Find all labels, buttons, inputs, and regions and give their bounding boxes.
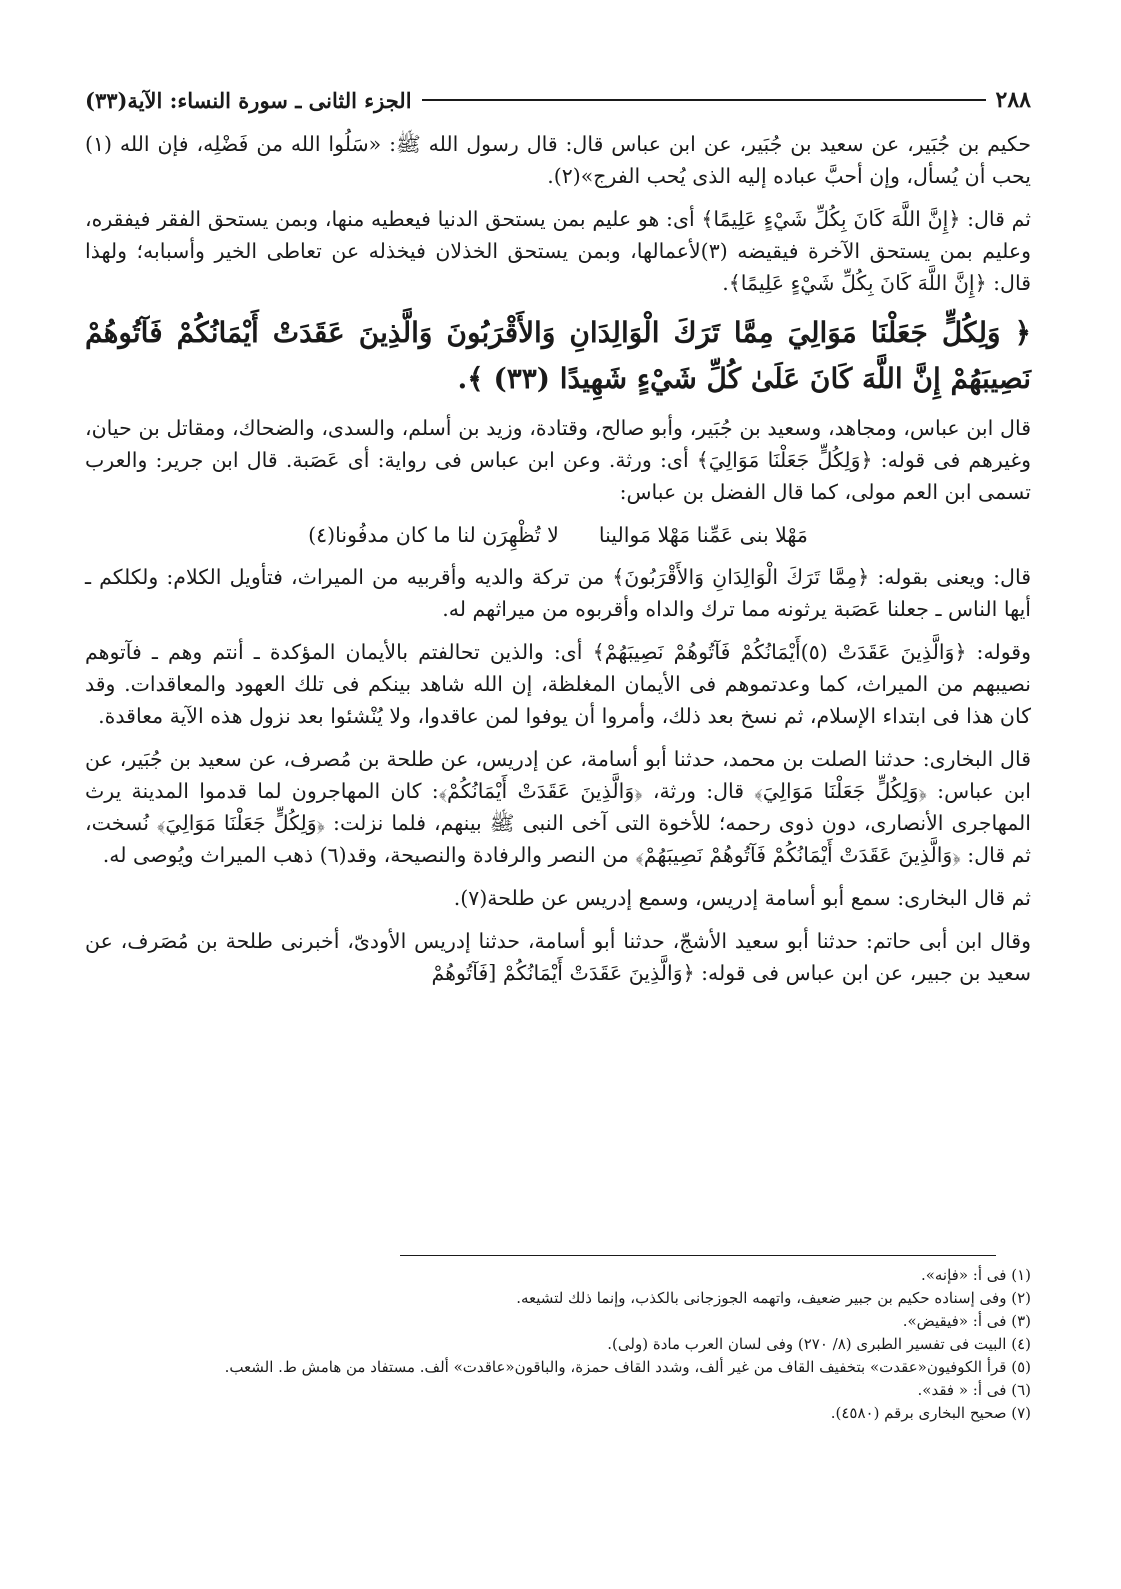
paragraph: قال ابن عباس، ومجاهد، وسعيد بن جُبَير، وأبو صالح، وقتادة، وزيد بن أسلم، والسدى، والضحاك، ومقاتل بن حيان، وغيرهم فى قوله: ﴿وَلِكُلٍّ جَعَلْنَا مَوَالِيَ﴾ أى: ورثة. وعن ابن عباس فى رواية: أى عَصَبة. قال ابن جرير: والعرب تسمى ابن العم مولى، كما قال الفضل بن عباس:	[85, 416, 1031, 504]
paragraph: قال: ويعنى بقوله: ﴿مِمَّا تَرَكَ الْوَالِدَانِ وَالأَقْرَبُونَ﴾ من تركة والديه وأقربيه من الميراث، فتأويل الكلام: ولكلكم ـ أيها الناس ـ جعلنا عَصَبة يرثونه مما ترك والداه وأقربوه من ميراثهم له.	[85, 565, 1031, 621]
footnote-divider	[400, 1255, 996, 1256]
paragraph: ثم قال البخارى: سمع أبو أسامة إدريس، وسمع إدريس عن طلحة(٧).	[453, 886, 1031, 910]
paragraph: وقال ابن أبى حاتم: حدثنا أبو سعيد الأشجّ، حدثنا أبو أسامة، حدثنا إدريس الأودىّ، أخبرنى طلحة بن مُصَرف، عن سعيد بن جبير، عن ابن عباس فى قوله: ﴿وَالَّذِينَ عَقَدَتْ أَيْمَانُكُمْ [فَآتُوهُمْ	[85, 929, 1031, 985]
header-rule	[422, 99, 986, 101]
paragraph: قال البخارى: حدثنا الصلت بن محمد، حدثنا أبو أسامة، عن إدريس، عن طلحة بن مُصرف، عن سعيد بن جُبَير، عن ابن عباس: ﴿وَلِكُلٍّ جَعَلْنَا مَوَالِيَ﴾ قال: ورثة، ﴿وَالَّذِينَ عَقَدَتْ أَيْمَانُكُمْ﴾: كان المهاجرون لما قدموا المدينة يرث المهاجرى الأنصارى، دون ذوى رحمه؛ للأخوة التى آخى النبى ﷺ بينهم، فلما نزلت: ﴿وَلِكُلٍّ جَعَلْنَا مَوَالِيَ﴾ نُسخت، ثم قال: ﴿وَالَّذِينَ عَقَدَتْ أَيْمَانُكُمْ فَآتُوهُمْ نَصِيبَهُمْ﴾ من النصر والرفادة والنصيحة، وقد(٦) ذهب الميراث ويُوصى له.	[85, 747, 1031, 867]
paragraph: وقوله: ﴿وَالَّذِينَ عَقَدَتْ (٥)أَيْمَانُكُمْ فَآتُوهُمْ نَصِيبَهُمْ﴾ أى: والذين تحالفتم بالأيمان المؤكدة ـ أنتم وهم ـ فآتوهم نصيبهم من الميراث، كما وعدتموهم فى الأيمان المغلظة، إن الله شاهد بينكم فى تلك العهود والمعاقدات. وقد كان هذا فى ابتداء الإسلام، ثم نسخ بعد ذلك، وأمروا أن يوفوا لمن عاقدوا، ولا يُنْشئوا بعد نزول هذه الآية معاقدة.	[85, 640, 1031, 728]
footnote: (٤) البيت فى تفسير الطبرى (٨/ ٢٧٠) وفى لسان العرب مادة (ولى).	[607, 1335, 1031, 1353]
footnote: (٣) فى أ: «فيقيض».	[902, 1312, 1031, 1330]
main-text	[85, 128, 1031, 1000]
footnote: (٢) وفى إسناده حكيم بن جبير ضعيف، واتهمه الجوزجانى بالكذب، وإنما ذلك لتشيعه.	[516, 1289, 1031, 1307]
poem-hemistich: مَهْلا بنى عَمِّنا مَهْلا مَوالينا	[598, 523, 808, 547]
paragraph: حكيم بن جُبَير، عن سعيد بن جُبَير، عن ابن عباس قال: قال رسول الله ﷺ: «سَلُوا الله من فَضْلِه، فإن الله (١) يحب أن يُسأل، وإن أحبَّ عباده إليه الذى يُحب الفرج»(٢).	[85, 132, 1031, 188]
paragraph: ثم قال: ﴿إِنَّ اللَّهَ كَانَ بِكُلِّ شَيْءٍ عَلِيمًا﴾ أى: هو عليم بمن يستحق الدنيا فيعطيه منها، وبمن يستحق الفقر فيفقره، وعليم بمن يستحق الآخرة فيقيضه (٣)لأعمالها، وبمن يستحق الخذلان فيخذله عن تعاطى الخير وأسبابه؛ ولهذا قال: ﴿إِنَّ اللَّهَ كَانَ بِكُلِّ شَيْءٍ عَلِيمًا﴾.	[85, 207, 1031, 295]
footnotes	[85, 1264, 1031, 1425]
footnote: (٧) صحيح البخارى برقم (٤٥٨٠).	[830, 1404, 1031, 1422]
footnote: (٥) قرأ الكوفيون«عقدت» بتخفيف القاف من غير ألف، وشدد القاف حمزة، والباقون«عاقدت» ألف. مستفاد من هامش ط. الشعب.	[224, 1358, 1031, 1376]
header-title: الجزء الثانى ـ سورة النساء: الآية(٣٣)	[85, 87, 412, 113]
running-header	[85, 80, 1031, 120]
footnote: (٦) فى أ: « فقد».	[917, 1381, 1031, 1399]
poem-hemistich: لا تُظْهِرَن لنا ما كان مدفُونا(٤)	[308, 523, 559, 547]
footnote: (١) فى أ: «فإنه».	[920, 1266, 1031, 1284]
poetry-verse	[85, 519, 1031, 551]
page-number: ٢٨٨	[995, 87, 1031, 113]
quran-verse: ﴿ وَلِكُلٍّ جَعَلْنَا مَوَالِيَ مِمَّا تَرَكَ الْوَالِدَانِ وَالأَقْرَبُونَ وَالَّذِينَ عَقَدَتْ أَيْمَانُكُمْ فَآتُوهُمْ نَصِيبَهُمْ إِنَّ اللَّهَ كَانَ عَلَىٰ كُلِّ شَيْءٍ شَهِيدًا (٣٣) ﴾.	[85, 316, 1031, 395]
